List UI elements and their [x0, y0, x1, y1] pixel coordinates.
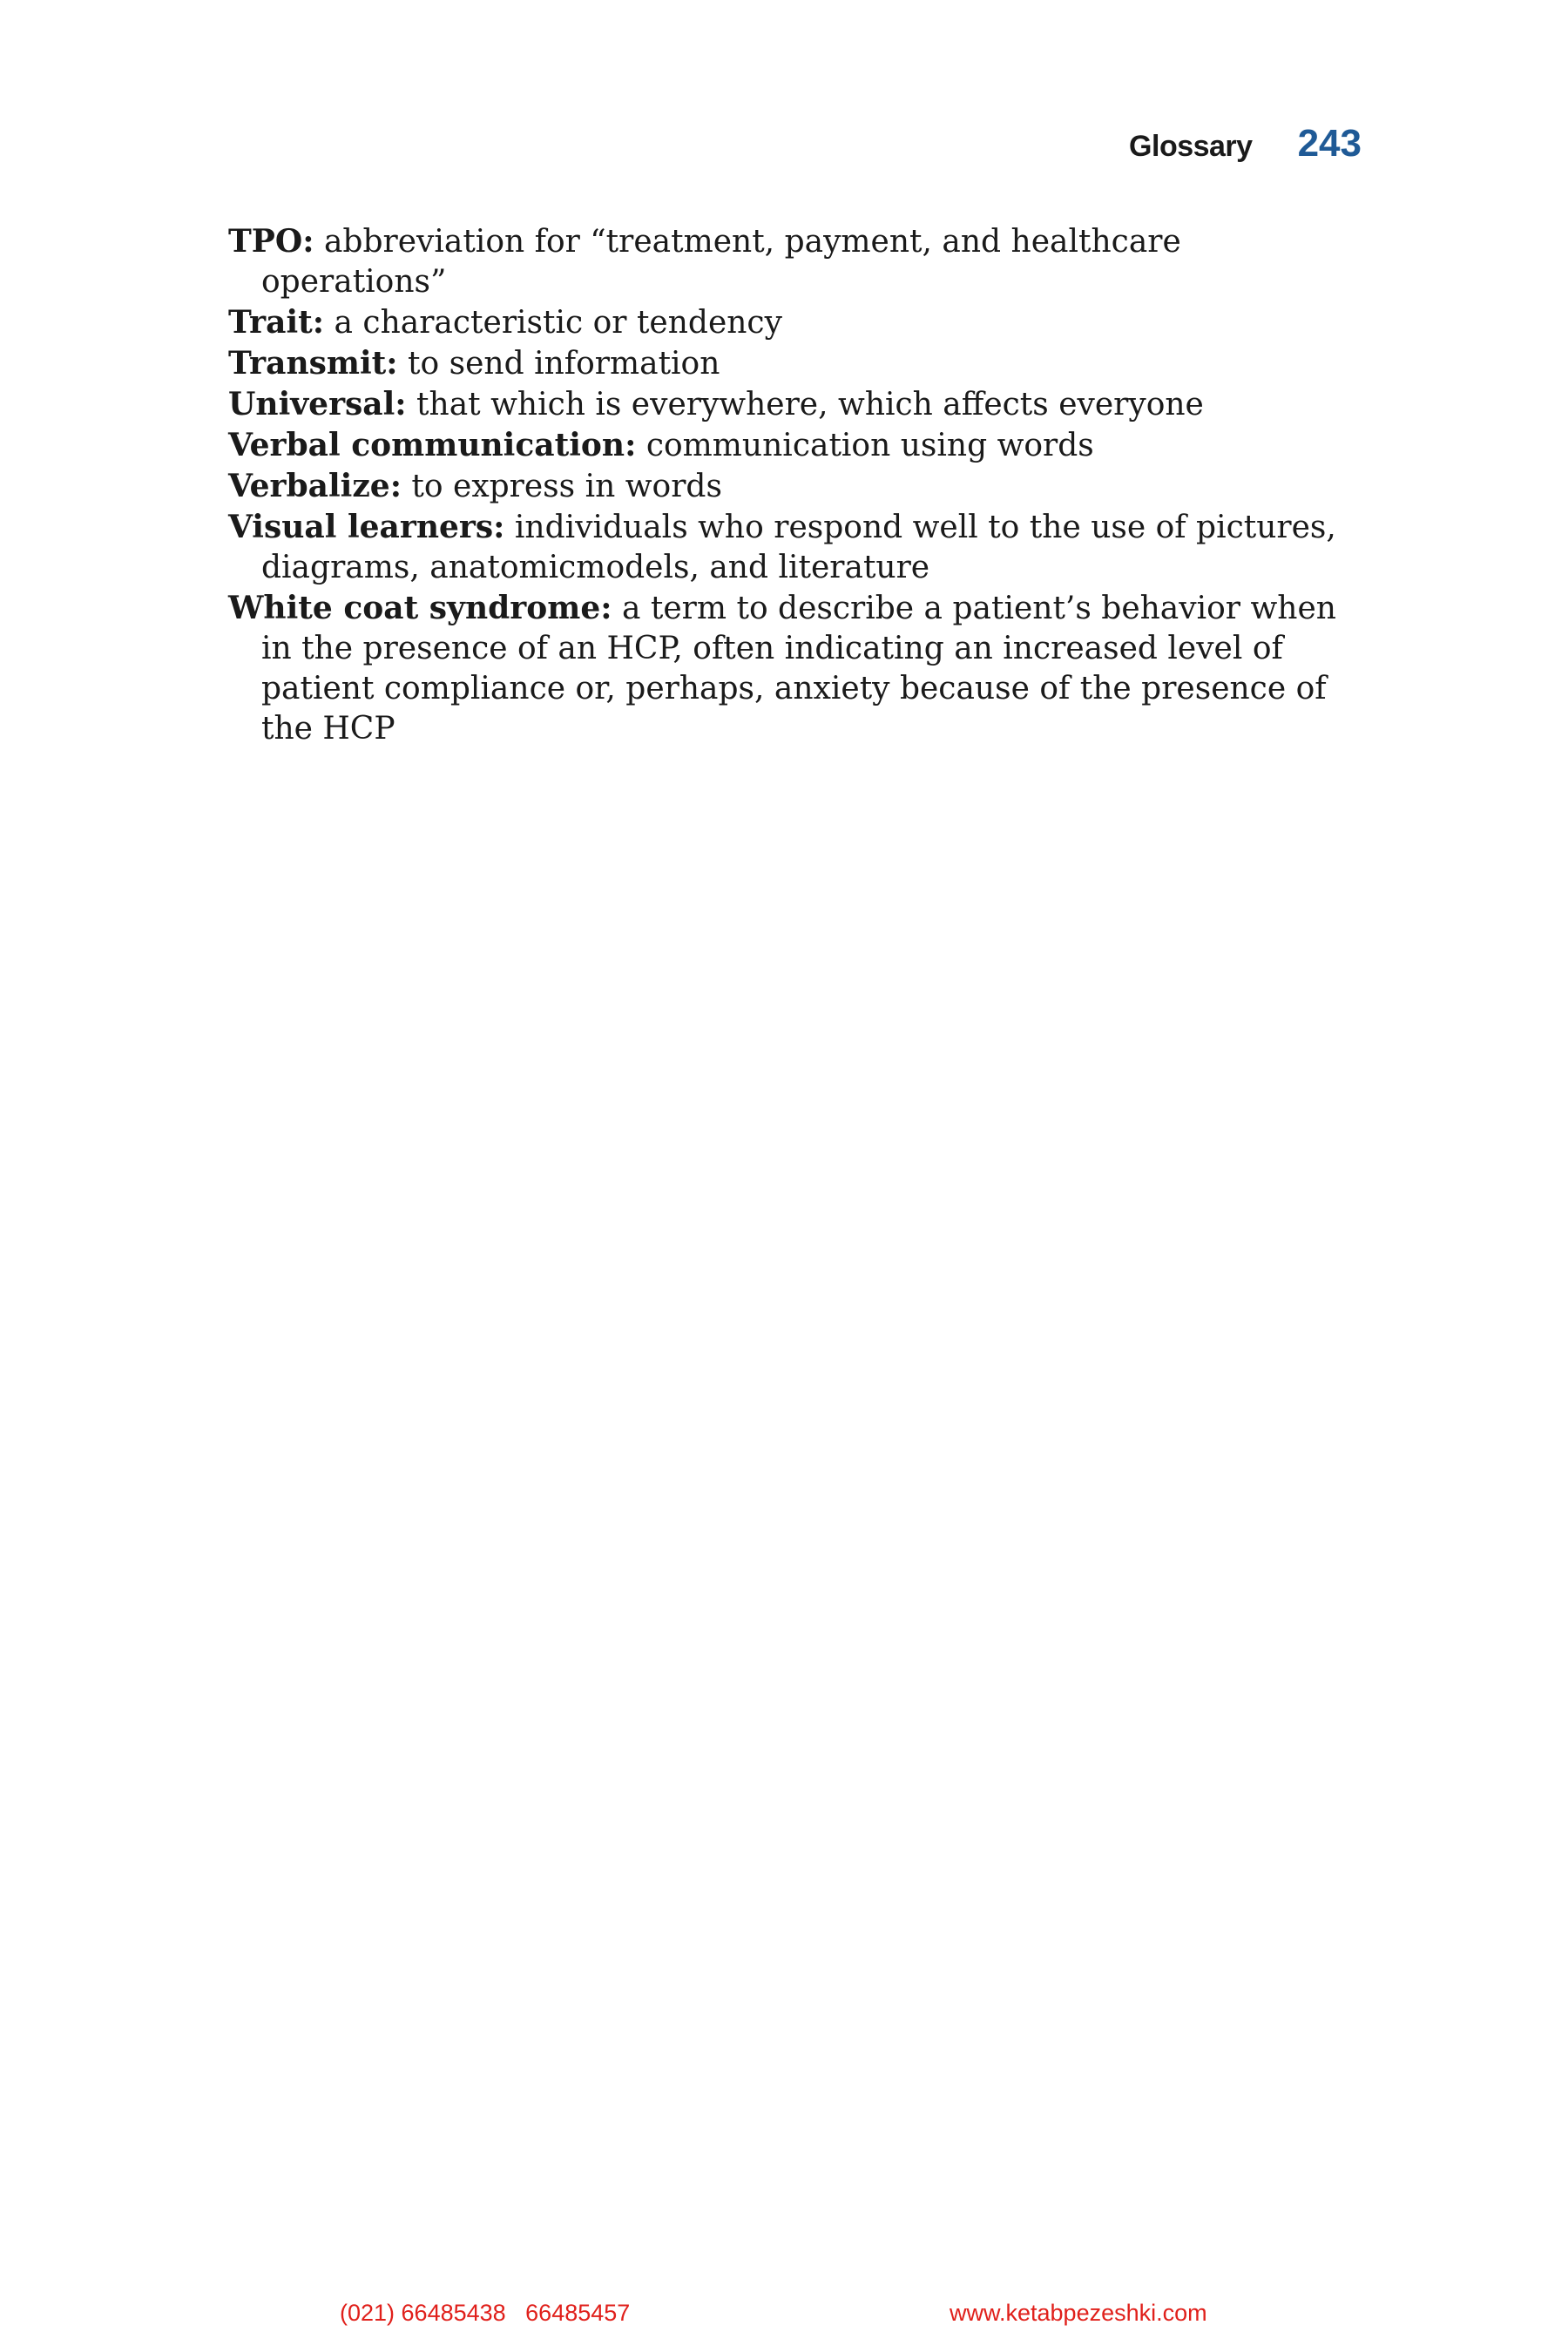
page-number: 243 [1297, 122, 1362, 165]
glossary-definition: abbreviation for “treatment, payment, and healthcare operations” [261, 224, 1181, 300]
glossary-definition: to express in words [401, 469, 722, 504]
glossary-entry-trait [228, 302, 1361, 343]
glossary-term: Verbal communication: [228, 427, 637, 463]
section-title: Glossary [1129, 130, 1253, 163]
glossary-entry-white-coat-syndrome [228, 588, 1361, 749]
glossary-term: Transmit: [228, 345, 398, 382]
footer-phone: (021) 66485438 66485457 [340, 2300, 631, 2326]
glossary-definition: a term to describe a patient’s behavior when in the presence of an HCP, often indicating an increased level of patient compliance or, perhaps, anxiety because of the presence of the HCP [261, 591, 1336, 747]
glossary-definition: individuals who respond well to the use of pictures, diagrams, anatomicmodels, and literature [261, 510, 1336, 585]
glossary-entry-tpo [228, 221, 1361, 302]
glossary-term: Universal: [228, 386, 407, 422]
glossary-definition: that which is everywhere, which affects everyone [406, 387, 1204, 422]
glossary-term: Trait: [228, 304, 325, 341]
footer-url: www.ketabpezeshki.com [950, 2300, 1207, 2326]
glossary-definition: to send information [397, 346, 720, 382]
glossary-entry-visual-learners [228, 507, 1361, 588]
glossary-entry-verbal-communication [228, 425, 1361, 466]
glossary-term: Verbalize: [228, 468, 402, 504]
glossary-term: Visual learners: [228, 509, 505, 545]
running-head [1129, 122, 1362, 166]
glossary-list [228, 221, 1361, 749]
glossary-term: TPO: [228, 223, 314, 260]
page-footer [0, 2300, 1568, 2335]
glossary-definition: a characteristic or tendency [324, 305, 782, 341]
glossary-entry-universal [228, 384, 1361, 425]
glossary-entry-transmit [228, 343, 1361, 384]
glossary-entry-verbalize [228, 466, 1361, 507]
glossary-definition: communication using words [636, 428, 1094, 463]
glossary-term: White coat syndrome: [228, 590, 612, 626]
